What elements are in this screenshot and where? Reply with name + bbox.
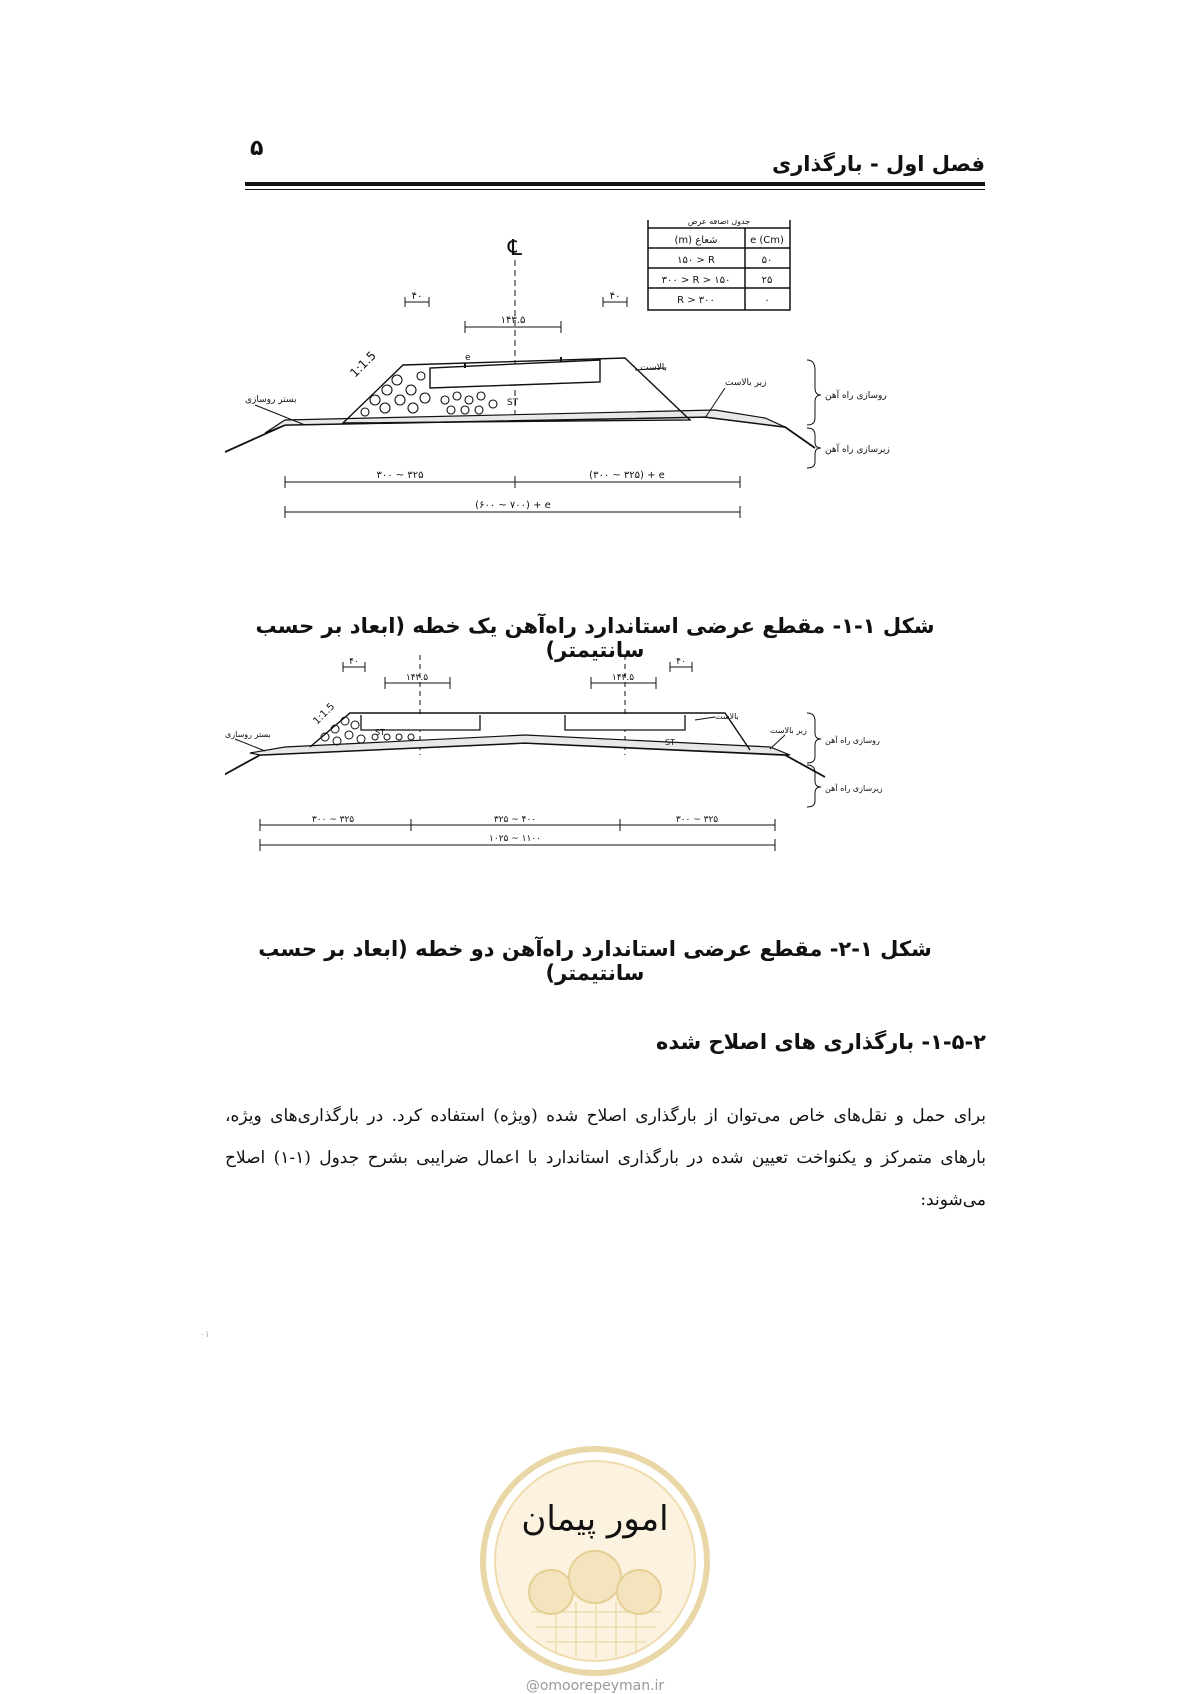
- label-superstructure: روسازی راه آهن: [825, 736, 880, 745]
- table-col-radius: (m) شعاع: [674, 235, 718, 246]
- side-mark: ۰۱: [200, 1330, 210, 1340]
- watermark-logo: [476, 1442, 714, 1680]
- table-row-3-radius: R > ۳۰۰: [677, 295, 715, 306]
- label-substructure: زیرسازی راه آهن: [825, 784, 883, 793]
- label-st-right: ST: [665, 738, 675, 747]
- dim-gauge-label: ۱۴۳.۵: [500, 315, 526, 326]
- table-row-1-radius: ۱۵۰ > R: [677, 255, 715, 266]
- dim-bottom-row: [285, 476, 740, 518]
- figure-double-track-section: [225, 655, 965, 915]
- dim-left: ۳۰۰ ~ ۳۲۵: [311, 815, 355, 825]
- page-number: ۵: [250, 136, 264, 161]
- label-superstructure: روسازی راه آهن: [825, 391, 887, 401]
- label-ballast: بالاست: [640, 363, 667, 373]
- dim-40-left-label: ۴۰: [349, 657, 359, 667]
- watermark-site: @omoorepeyman.ir: [525, 1678, 665, 1694]
- section-drawing-1: [225, 220, 965, 560]
- label-subballast: زیر بالاست: [725, 378, 767, 388]
- watermark-seal: [476, 1442, 714, 1680]
- table-title: جدول اضافه عرض: [687, 220, 751, 226]
- label-substructure: زیرسازی راه آهن: [825, 445, 890, 455]
- superstructure-brace: [807, 360, 821, 425]
- at-icon: @: [525, 1678, 540, 1694]
- slope-label: 1:1.5: [347, 348, 379, 381]
- sleeper-right: [565, 715, 685, 730]
- dim-right-half: (۳۰۰ ~ ۳۲۵) + e: [589, 470, 665, 481]
- watermark-logo-text: امور پیمان: [521, 1499, 669, 1539]
- section-drawing-2: [225, 655, 965, 915]
- label-ballast: بالاست: [715, 712, 739, 721]
- table-row-2-e: ۲۵: [761, 275, 773, 286]
- body-paragraph: برای حمل و نقل‌های خاص می‌توان از بارگذاری اصلاح شده (ویژه) استفاده کرد. در بارگذاری‌های ویژه، بارهای متمرکز و یکنواخت تعیین شده در بارگذاری استاندارد با اعمال ضرایبی بشرح جدول (۱-۱) اصلاح می‌شوند:: [225, 1106, 987, 1210]
- dim-total: (۶۰۰ ~ ۷۰۰) + e: [475, 500, 551, 511]
- bed-leader: [235, 739, 265, 751]
- header-rule: [245, 182, 985, 186]
- subballast-leader: [770, 735, 785, 749]
- dim-40-right-label: ۴۰: [676, 657, 686, 667]
- dim-gauge-left-label: ۱۴۳.۵: [405, 673, 429, 683]
- dim-left-half: ۳۰۰ ~ ۳۲۵: [376, 470, 424, 481]
- centerline-symbol: ℄: [507, 236, 523, 261]
- table-row-1-e: ۵۰: [761, 255, 773, 266]
- sleeper: [430, 360, 600, 388]
- figure-single-track-section: [225, 220, 965, 560]
- label-bed: بستر روسازی: [245, 395, 297, 405]
- table-row-3-e: ۰: [764, 295, 770, 306]
- slope-label: 1:1.5: [311, 701, 338, 728]
- bed-leader: [255, 405, 305, 425]
- label-e: e: [465, 353, 471, 363]
- label-bed: بستر روسازی: [225, 730, 271, 739]
- section-heading: ۱-۵-۲- بارگذاری های اصلاح شده: [655, 1030, 986, 1054]
- page-header: [245, 132, 985, 192]
- dim-total: ۱۰۲۵ ~ ۱۱۰۰: [489, 834, 541, 844]
- label-st-left: ST: [375, 728, 385, 737]
- dim-gauge-right-label: ۱۴۳.۵: [611, 673, 635, 683]
- dim-40-left-label: ۴۰: [411, 291, 423, 302]
- dim-right: ۳۰۰ ~ ۳۲۵: [675, 815, 719, 825]
- chapter-title: فصل اول - بارگذاری: [771, 152, 985, 176]
- label-st: ST: [507, 398, 519, 408]
- figure-2-caption: شکل ۱-۲- مقطع عرضی استاندارد راه‌آهن دو خطه (ابعاد بر حسب سانتیمتر): [258, 937, 932, 985]
- dim-middle: ۳۲۵ ~ ۴۰۰: [493, 815, 537, 825]
- dim-40-right-label: ۴۰: [609, 291, 621, 302]
- superstructure-brace: [807, 713, 821, 763]
- ballast-leader: [695, 717, 715, 720]
- table-row-2-radius: ۳۰۰ > R > ۱۵۰: [661, 275, 731, 286]
- figure-1-caption: شکل ۱-۱- مقطع عرضی استاندارد راه‌آهن یک خطه (ابعاد بر حسب سانتیمتر): [255, 614, 935, 662]
- table-col-e: e (Cm): [750, 235, 784, 246]
- header-rule-thin: [245, 189, 985, 190]
- label-subballast: زیر بالاست: [770, 726, 807, 735]
